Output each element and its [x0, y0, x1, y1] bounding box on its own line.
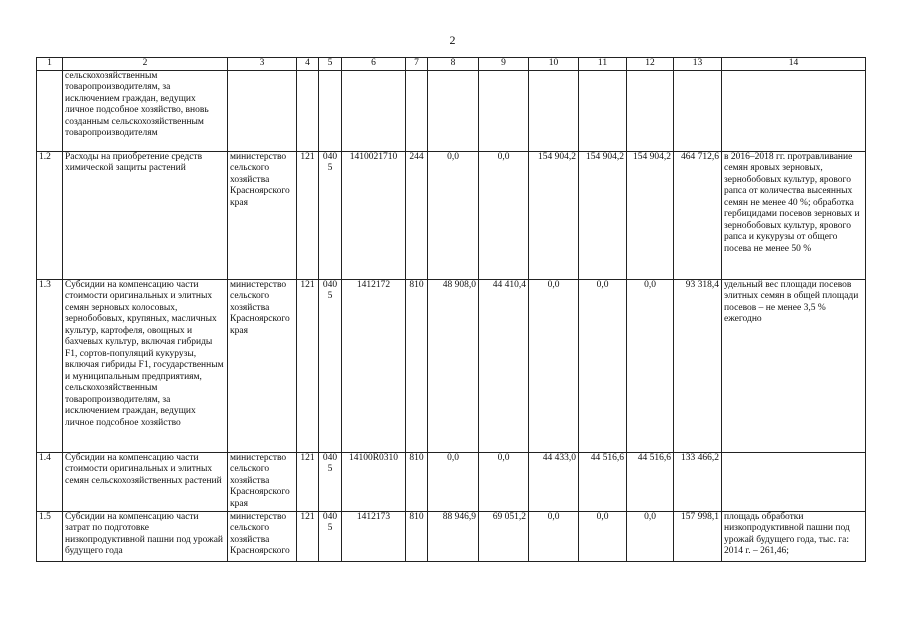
amount-total: 157 998,1	[674, 511, 722, 561]
header-cell: 3	[228, 58, 297, 71]
table-header-row	[37, 58, 866, 71]
table-row	[37, 279, 866, 452]
activity-name: Субсидии на компенсацию части стоимости оригинальных и элитных семян сельскохозяйственных растений	[63, 452, 228, 511]
grbs-code: 121	[297, 279, 319, 452]
rzpr-code: 0405	[319, 151, 342, 279]
row-number: 1.3	[37, 279, 63, 452]
table-row	[37, 452, 866, 511]
activity-name: Расходы на приобретение средств химической защиты растений	[63, 151, 228, 279]
amount-2017: 44 516,6	[579, 452, 627, 511]
header-cell: 1	[37, 58, 63, 71]
header-cell: 12	[627, 58, 674, 71]
amount-2016: 0,0	[529, 279, 579, 452]
amount-2016: 0,0	[529, 511, 579, 561]
vr-code: 810	[406, 511, 428, 561]
rzpr-code: 0405	[319, 511, 342, 561]
header-cell: 14	[722, 58, 866, 71]
amount-2014: 0,0	[428, 151, 479, 279]
page-number: 2	[449, 33, 456, 47]
amount-2014: 48 908,0	[428, 279, 479, 452]
amount-2015: 69 051,2	[479, 511, 529, 561]
expected-result: площадь обработки низкопродуктивной пашни под урожай будущего года, тыс. га: 2014 г. – 261,46;	[722, 511, 866, 561]
amount-2018: 154 904,2	[627, 151, 674, 279]
amount-2018: 44 516,6	[627, 452, 674, 511]
row-number: 1.4	[37, 452, 63, 511]
grbs-code: 121	[297, 511, 319, 561]
program-activities-table	[36, 57, 866, 562]
amount-total: 93 318,4	[674, 279, 722, 452]
amount-2015: 44 410,4	[479, 279, 529, 452]
header-cell: 10	[529, 58, 579, 71]
csr-code: 1412172	[342, 279, 406, 452]
header-cell: 11	[579, 58, 627, 71]
amount-2017: 154 904,2	[579, 151, 627, 279]
continuation-text: сельскохозяйственным товаропроизводителям, за исключением граждан, ведущих личное подсобное хозяйство, вновь созданным сельскохозяйственным товаропроизводителям	[63, 70, 228, 151]
table-row	[37, 511, 866, 561]
header-cell: 4	[297, 58, 319, 71]
table-row-continuation	[37, 70, 866, 151]
grbs-code: 121	[297, 452, 319, 511]
row-number: 1.5	[37, 511, 63, 561]
csr-code: 1412173	[342, 511, 406, 561]
header-cell: 7	[406, 58, 428, 71]
header-cell: 5	[319, 58, 342, 71]
header-cell: 13	[674, 58, 722, 71]
amount-total: 464 712,6	[674, 151, 722, 279]
amount-2015: 0,0	[479, 452, 529, 511]
amount-2018: 0,0	[627, 279, 674, 452]
amount-2016: 44 433,0	[529, 452, 579, 511]
grbs-code: 121	[297, 151, 319, 279]
executor: министерство сельского хозяйства Красноярского края	[228, 279, 297, 452]
amount-2017: 0,0	[579, 279, 627, 452]
header-cell: 9	[479, 58, 529, 71]
amount-total: 133 466,2	[674, 452, 722, 511]
amount-2018: 0,0	[627, 511, 674, 561]
rzpr-code: 0405	[319, 452, 342, 511]
csr-code: 1410021710	[342, 151, 406, 279]
csr-code: 14100R0310	[342, 452, 406, 511]
amount-2014: 88 946,9	[428, 511, 479, 561]
amount-2014: 0,0	[428, 452, 479, 511]
amount-2017: 0,0	[579, 511, 627, 561]
vr-code: 810	[406, 452, 428, 511]
expected-result: в 2016–2018 гг. протравливание семян яровых зерновых, зернобобовых культур, ярового рапса от количества высеянных семян не менее 40 %; обработка гербицидами посевов зерновых и зернобобовых культур, ярового рапса и кукурузы от общего посева не менее 50 %	[722, 151, 866, 279]
row-number: 1.2	[37, 151, 63, 279]
header-cell: 2	[63, 58, 228, 71]
activity-name: Субсидии на компенсацию части затрат по подготовке низкопродуктивной пашни под урожай будущего года	[63, 511, 228, 561]
vr-code: 244	[406, 151, 428, 279]
amount-2015: 0,0	[479, 151, 529, 279]
executor: министерство сельского хозяйства Красноярского края	[228, 452, 297, 511]
table-row	[37, 151, 866, 279]
vr-code: 810	[406, 279, 428, 452]
expected-result	[722, 452, 866, 511]
rzpr-code: 0405	[319, 279, 342, 452]
amount-2016: 154 904,2	[529, 151, 579, 279]
executor: министерство сельского хозяйства Красноярского края	[228, 151, 297, 279]
executor: министерство сельского хозяйства Красноярского	[228, 511, 297, 561]
header-cell: 8	[428, 58, 479, 71]
activity-name: Субсидии на компенсацию части стоимости оригинальных и элитных семян зерновых колосовых, зернобобовых, крупяных, масличных культур, картофеля, овощных и бахчевых культур, включая гибриды F1, сортов-популяций кукурузы, включая гибриды F1, государственным и муниципальным предприятиям, сельскохозяйственным товаропроизводителям, за исключением граждан, ведущих личное подсобное хозяйство	[63, 279, 228, 452]
header-cell: 6	[342, 58, 406, 71]
expected-result: удельный вес площади посевов элитных семян в общей площади посевов – не менее 3,5 % ежегодно	[722, 279, 866, 452]
